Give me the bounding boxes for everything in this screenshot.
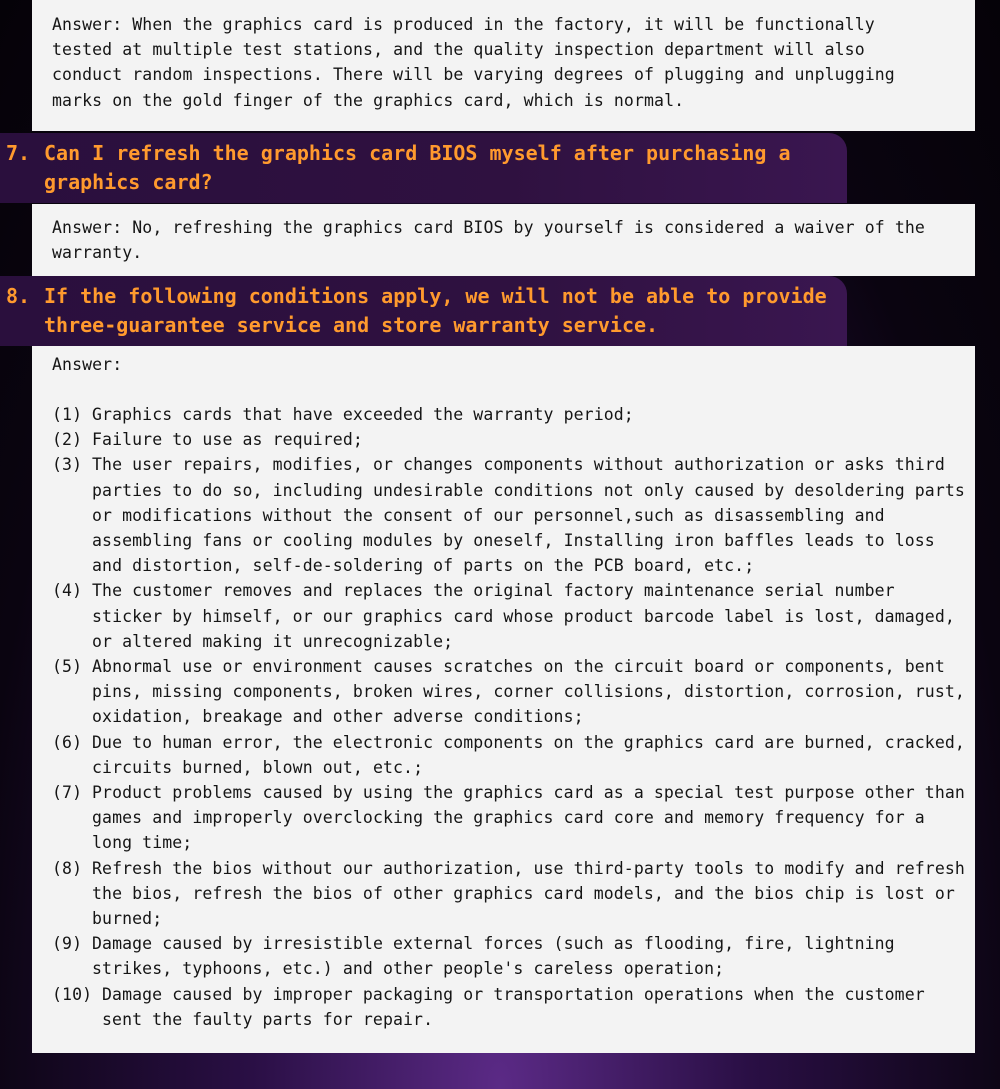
- condition-text: Product problems caused by using the graphics card as a special test purpose other than games and improperly overclocking the graphics card core and memory frequency for a long time;: [92, 783, 965, 853]
- condition-item: [52, 931, 969, 981]
- condition-text: Abnormal use or environment causes scratches on the circuit board or components, bent pins, missing components, broken wires, corner collisions, distortion, corrosion, rust, oxidation, breakage and other adverse conditions;: [92, 657, 965, 727]
- condition-number: (10): [52, 984, 93, 1004]
- condition-number: (4): [52, 581, 83, 601]
- condition-text: Failure to use as required;: [92, 430, 363, 450]
- condition-number: (8): [52, 858, 83, 878]
- condition-number: (6): [52, 732, 83, 752]
- question-7-number: 7.: [6, 141, 31, 165]
- answer-6-text: Answer: When the graphics card is produced in the factory, it will be functionally tested at multiple test stations, and the quality inspection department will also conduct random inspections. There will be varying degrees of plugging and unplugging marks on the gold finger of the graphics card, which is normal.: [52, 15, 895, 110]
- condition-item: [52, 654, 969, 730]
- condition-text: Graphics cards that have exceeded the warranty period;: [92, 405, 634, 424]
- question-7-banner: [0, 133, 847, 203]
- condition-text: Damage caused by improper packaging or transportation operations when the customer sent the faulty parts for repair.: [102, 984, 925, 1029]
- conditions-list: [52, 402, 969, 1032]
- condition-text: Due to human error, the electronic components on the graphics card are burned, cracked, circuits burned, blown out, etc.;: [92, 732, 965, 777]
- condition-number: (9): [52, 934, 83, 954]
- answer-8-heading: Answer:: [52, 355, 123, 374]
- answer-7-text: Answer: No, refreshing the graphics card BIOS by yourself is considered a waiver of the warranty.: [52, 218, 925, 263]
- condition-number: (7): [52, 783, 83, 803]
- condition-number: (5): [52, 657, 83, 677]
- condition-item: [52, 982, 969, 1032]
- condition-item: [52, 780, 969, 856]
- condition-number: (1): [52, 405, 83, 424]
- condition-number: (2): [52, 430, 83, 450]
- condition-item: [52, 578, 969, 654]
- answer-6-panel: [32, 0, 975, 131]
- condition-item: [52, 402, 969, 427]
- question-7-text: Can I refresh the graphics card BIOS myself after purchasing a graphics card?: [44, 141, 791, 194]
- condition-item: [52, 452, 969, 578]
- condition-item: [52, 730, 969, 780]
- condition-number: (3): [52, 455, 83, 475]
- condition-text: The customer removes and replaces the original factory maintenance serial number sticker by himself, or our graphics card whose product barcode label is lost, damaged, or altered making it unrecognizable;: [92, 581, 955, 651]
- condition-text: Refresh the bios without our authorization, use third-party tools to modify and refresh the bios, refresh the bios of other graphics card models, and the bios chip is lost or burned;: [92, 858, 965, 929]
- question-8-banner: [0, 276, 847, 346]
- condition-item: [52, 856, 969, 932]
- answer-8-panel: [32, 346, 975, 1053]
- answer-7-panel: [32, 204, 975, 276]
- condition-text: Damage caused by irresistible external forces (such as flooding, fire, lightning strikes, typhoons, etc.) and other people's careless operation;: [92, 934, 895, 979]
- question-8-text: If the following conditions apply, we will not be able to provide three-guarantee service and store warranty service.: [44, 284, 827, 337]
- condition-item: [52, 427, 969, 452]
- condition-text: The user repairs, modifies, or changes components without authorization or asks third parties to do so, including undesirable conditions not only caused by desoldering parts or modifications without the consent of our personnel,such as disassembling and assembling fans or cooling modules by oneself, Installing iron baffles leads to loss and distortion, self-de-soldering of parts on the PCB board, etc.;: [92, 455, 965, 576]
- question-8-number: 8.: [6, 284, 31, 308]
